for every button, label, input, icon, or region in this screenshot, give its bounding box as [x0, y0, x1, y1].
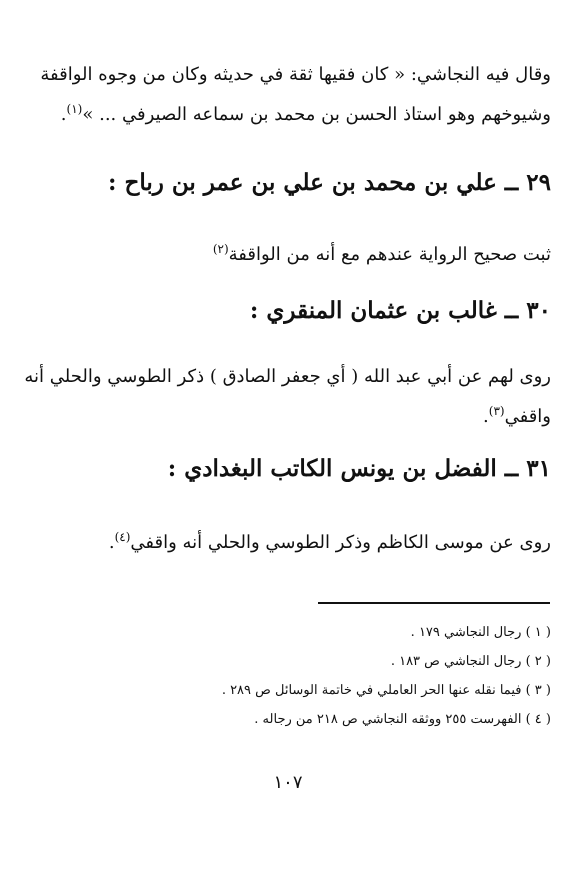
footnote-ref-3: (٣) — [488, 404, 505, 418]
footnote-1: ( ١ ) رجال النجاشي ١٧٩ . — [410, 625, 551, 640]
intro-line-2 — [31, 92, 551, 132]
entry-31-end-mark: . — [108, 532, 115, 553]
entry-heading-31: ٣١ ــ الفضل بن يونس الكاتب البغدادي : — [167, 455, 551, 482]
footnote-separator — [318, 602, 550, 604]
entry-31-line-1-text: روى عن موسى الكاظم وذكر الطوسي والحلي أنه واقفي — [130, 532, 551, 553]
footnote-ref-4: (٤) — [114, 530, 131, 544]
footnote-2: ( ٢ ) رجال النجاشي ص ١٨٣ . — [390, 654, 551, 669]
entry-29-line-1-text: ثبت صحيح الرواية عندهم مع أنه من الواقفة — [228, 244, 551, 265]
entry-30-end-mark: . — [483, 406, 489, 427]
entry-30-line-2-text: واقفي — [504, 406, 551, 427]
intro-paragraph — [31, 58, 551, 132]
entry-29-text — [31, 232, 551, 272]
entry-30-line-1: روى لهم عن أبي عبد الله ( أي جعفر الصادق ) ذكر الطوسي والحلي أنه — [24, 366, 551, 387]
footnote-4: ( ٤ ) الفهرست ٢٥٥ ووثقه النجاشي ص ٢١٨ من رجاله . — [254, 712, 551, 727]
entry-29-line-1 — [31, 232, 551, 272]
intro-end-mark: . — [60, 104, 67, 125]
footnote-ref-1: (١) — [66, 102, 83, 116]
entry-heading-29: ٢٩ ــ علي بن محمد بن علي بن عمر بن رباح : — [107, 169, 551, 196]
intro-line-1: وقال فيه النجاشي: « كان فقيها ثقة في حديثه وكان من وجوه الواقفة — [40, 64, 551, 85]
footnotes-list — [31, 618, 551, 734]
entry-heading-30: ٣٠ ــ غالب بن عثمان المنقري : — [249, 297, 551, 324]
footnote-3: ( ٣ ) فيما نقله عنها الحر العاملي في خاتمة الوسائل ص ٢٨٩ . — [221, 683, 551, 698]
entry-30-line-2 — [31, 394, 551, 434]
entry-31-line-1 — [31, 520, 551, 560]
page-number: ١٠٧ — [273, 772, 303, 793]
intro-line-2-text: وشيوخهم وهو استاذ الحسن بن محمد بن سماعه الصيرفي ... » — [82, 104, 551, 125]
entry-31-text — [31, 520, 551, 560]
footnote-ref-2: (٢) — [212, 242, 229, 256]
entry-30-text — [24, 360, 551, 434]
